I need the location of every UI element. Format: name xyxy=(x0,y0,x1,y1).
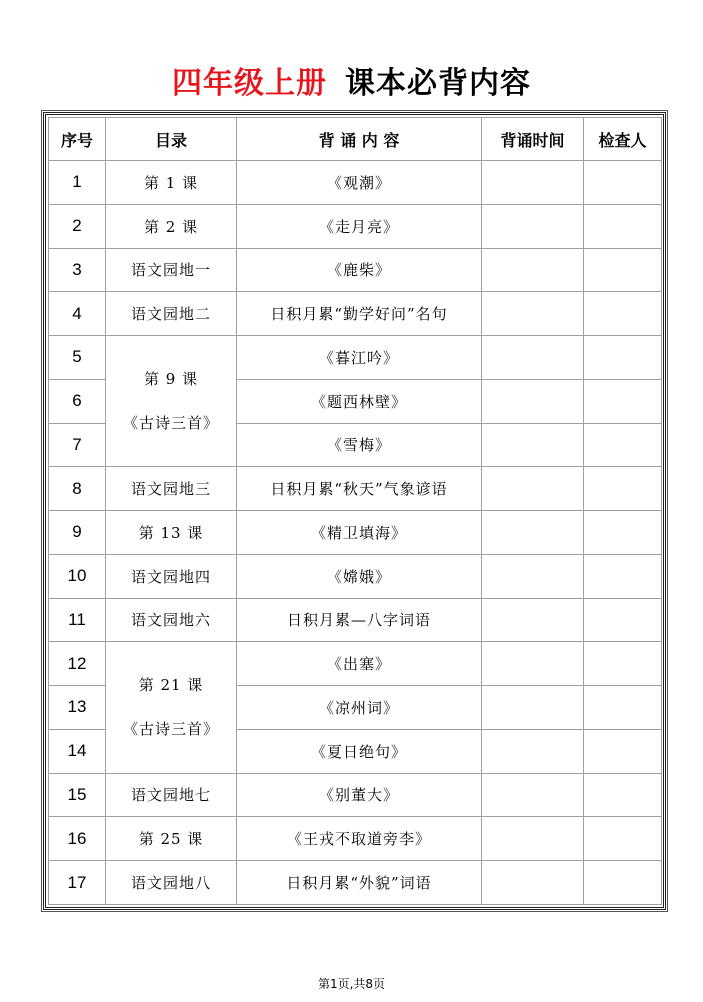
row-catalog: 第 25 课 xyxy=(106,817,237,861)
title-subject: 课本必背内容 xyxy=(345,66,531,101)
header-seq: 序号 xyxy=(49,118,106,161)
row-time-cell xyxy=(482,511,584,555)
row-seq: 7 xyxy=(49,423,106,467)
row-seq: 11 xyxy=(49,598,106,642)
row-content: 《凉州词》 xyxy=(237,686,482,730)
row-checker-cell xyxy=(584,204,662,248)
title-grade: 四年级上册 xyxy=(172,66,327,101)
row-seq: 10 xyxy=(49,554,106,598)
row-time-cell xyxy=(482,161,584,205)
row-seq: 4 xyxy=(49,292,106,336)
row-time-cell xyxy=(482,598,584,642)
row-seq: 8 xyxy=(49,467,106,511)
header-catalog: 目录 xyxy=(106,118,237,161)
row-time-cell xyxy=(482,292,584,336)
row-time-cell xyxy=(482,204,584,248)
row-content: 日积月累“秋天”气象谚语 xyxy=(237,467,482,511)
table-row xyxy=(49,817,662,861)
row-checker-cell xyxy=(584,773,662,817)
table-row xyxy=(49,467,662,511)
row-checker-cell xyxy=(584,423,662,467)
recitation-table xyxy=(48,117,662,905)
row-content: 《嫦娥》 xyxy=(237,554,482,598)
row-checker-cell xyxy=(584,467,662,511)
row-time-cell xyxy=(482,642,584,686)
row-content: 《夏日绝句》 xyxy=(237,729,482,773)
row-time-cell xyxy=(482,817,584,861)
row-seq: 15 xyxy=(49,773,106,817)
row-checker-cell xyxy=(584,248,662,292)
row-time-cell xyxy=(482,467,584,511)
row-catalog: 语文园地六 xyxy=(106,598,237,642)
row-content: 《题西林壁》 xyxy=(237,379,482,423)
row-seq: 14 xyxy=(49,729,106,773)
row-content: 日积月累“外貌”词语 xyxy=(237,861,482,905)
table-row xyxy=(49,248,662,292)
row-checker-cell xyxy=(584,161,662,205)
table-row xyxy=(49,204,662,248)
row-checker-cell xyxy=(584,511,662,555)
row-seq: 13 xyxy=(49,686,106,730)
table-header-row xyxy=(49,118,662,161)
row-time-cell xyxy=(482,248,584,292)
row-content: 《别董大》 xyxy=(237,773,482,817)
row-time-cell xyxy=(482,554,584,598)
row-content: 《暮江吟》 xyxy=(237,336,482,380)
row-seq: 2 xyxy=(49,204,106,248)
table-row xyxy=(49,336,662,380)
row-content: 《王戎不取道旁李》 xyxy=(237,817,482,861)
row-checker-cell xyxy=(584,598,662,642)
row-time-cell xyxy=(482,336,584,380)
row-content: 日积月累—八字词语 xyxy=(237,598,482,642)
row-seq: 16 xyxy=(49,817,106,861)
row-checker-cell xyxy=(584,379,662,423)
row-catalog: 语文园地一 xyxy=(106,248,237,292)
row-content: 《走月亮》 xyxy=(237,204,482,248)
page-number: 第1页,共8页 xyxy=(317,977,386,991)
row-seq: 1 xyxy=(49,161,106,205)
row-time-cell xyxy=(482,773,584,817)
header-checker: 检查人 xyxy=(584,118,662,161)
row-seq: 9 xyxy=(49,511,106,555)
table-row xyxy=(49,642,662,686)
catalog-line: 第 9 课 xyxy=(143,370,199,389)
row-content: 日积月累“勤学好问”名句 xyxy=(237,292,482,336)
recitation-table-frame xyxy=(43,112,666,910)
row-time-cell xyxy=(482,686,584,730)
row-catalog: 第 2 课 xyxy=(106,204,237,248)
row-seq: 6 xyxy=(49,379,106,423)
table-row xyxy=(49,161,662,205)
row-checker-cell xyxy=(584,861,662,905)
row-checker-cell xyxy=(584,729,662,773)
table-row xyxy=(49,511,662,555)
row-catalog xyxy=(106,336,237,467)
row-content: 《观潮》 xyxy=(237,161,482,205)
row-catalog: 第 1 课 xyxy=(106,161,237,205)
row-seq: 12 xyxy=(49,642,106,686)
row-checker-cell xyxy=(584,336,662,380)
row-seq: 3 xyxy=(49,248,106,292)
row-checker-cell xyxy=(584,686,662,730)
row-catalog: 语文园地三 xyxy=(106,467,237,511)
catalog-line: 第 21 课 xyxy=(138,676,204,695)
row-content: 《精卫填海》 xyxy=(237,511,482,555)
row-catalog xyxy=(106,642,237,773)
row-seq: 5 xyxy=(49,336,106,380)
row-time-cell xyxy=(482,379,584,423)
row-checker-cell xyxy=(584,292,662,336)
row-checker-cell xyxy=(584,554,662,598)
row-seq: 17 xyxy=(49,861,106,905)
row-checker-cell xyxy=(584,817,662,861)
row-catalog: 语文园地八 xyxy=(106,861,237,905)
row-content: 《雪梅》 xyxy=(237,423,482,467)
catalog-line: 《古诗三首》 xyxy=(122,720,219,739)
row-time-cell xyxy=(482,423,584,467)
header-time: 背诵时间 xyxy=(482,118,584,161)
row-catalog: 语文园地七 xyxy=(106,773,237,817)
table-row xyxy=(49,292,662,336)
row-content: 《鹿柴》 xyxy=(237,248,482,292)
row-catalog: 第 13 课 xyxy=(106,511,237,555)
row-catalog: 语文园地二 xyxy=(106,292,237,336)
table-row xyxy=(49,861,662,905)
catalog-line: 《古诗三首》 xyxy=(122,414,219,433)
header-content: 背 诵 内 容 xyxy=(237,118,482,161)
page-title xyxy=(0,58,703,102)
table-row xyxy=(49,773,662,817)
row-time-cell xyxy=(482,729,584,773)
row-content: 《出塞》 xyxy=(237,642,482,686)
row-checker-cell xyxy=(584,642,662,686)
table-row xyxy=(49,554,662,598)
row-catalog: 语文园地四 xyxy=(106,554,237,598)
row-time-cell xyxy=(482,861,584,905)
table-row xyxy=(49,598,662,642)
